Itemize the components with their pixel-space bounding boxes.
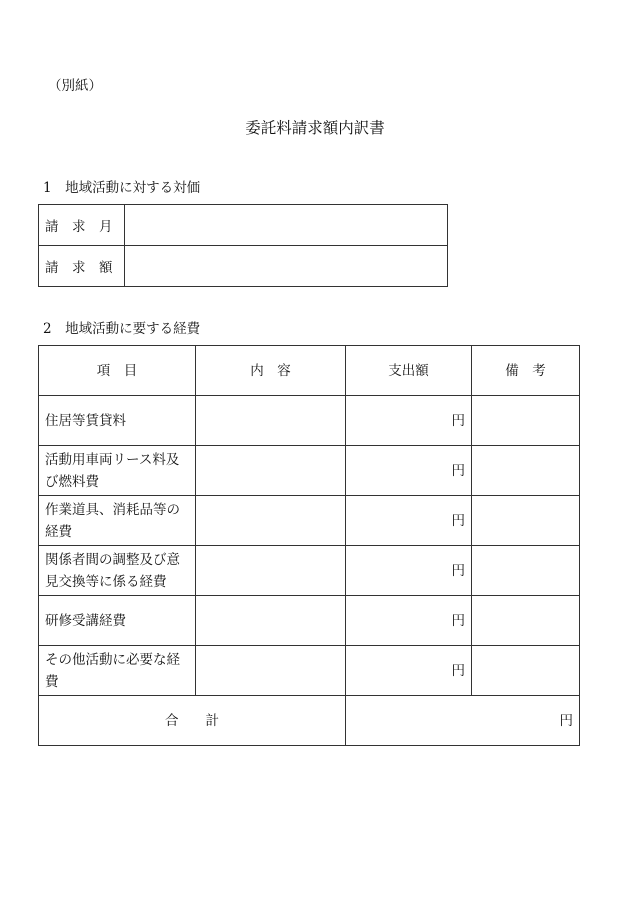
expense-amount-cell[interactable]: 円 xyxy=(346,646,472,696)
document-title: 委託料請求額内訳書 xyxy=(245,119,385,137)
expense-remarks-cell[interactable] xyxy=(472,496,580,546)
total-label: 合 計 xyxy=(39,696,346,746)
expense-amount-cell[interactable]: 円 xyxy=(346,446,472,496)
expense-content-cell[interactable] xyxy=(196,546,346,596)
expense-remarks-cell[interactable] xyxy=(472,646,580,696)
expense-amount-cell[interactable]: 円 xyxy=(346,546,472,596)
expense-item-label: 住居等賃貸料 xyxy=(39,396,196,446)
expense-remarks-cell[interactable] xyxy=(472,446,580,496)
expense-content-cell[interactable] xyxy=(196,496,346,546)
expense-amount-cell[interactable]: 円 xyxy=(346,496,472,546)
table-header-row xyxy=(39,346,580,396)
expense-remarks-cell[interactable] xyxy=(472,396,580,446)
table-row xyxy=(39,646,580,696)
section1-heading: 1 地域活動に対する対価 xyxy=(43,180,201,196)
section2-heading: 2 地域活動に要する経費 xyxy=(43,321,201,337)
expense-content-cell[interactable] xyxy=(196,646,346,696)
table-row xyxy=(39,246,448,287)
total-unit[interactable]: 円 xyxy=(346,696,580,746)
expense-remarks-cell[interactable] xyxy=(472,546,580,596)
expense-content-cell[interactable] xyxy=(196,396,346,446)
table-row xyxy=(39,546,580,596)
expense-item-label: 研修受講経費 xyxy=(39,596,196,646)
billing-amount-label: 請 求 額 xyxy=(39,246,125,287)
expense-item-label: その他活動に必要な経費 xyxy=(39,646,196,696)
header-remarks: 備 考 xyxy=(472,346,580,396)
header-content: 内 容 xyxy=(196,346,346,396)
expense-item-label: 関係者間の調整及び意見交換等に係る経費 xyxy=(39,546,196,596)
expense-amount-cell[interactable]: 円 xyxy=(346,396,472,446)
expense-content-cell[interactable] xyxy=(196,446,346,496)
header-item: 項 目 xyxy=(39,346,196,396)
attachment-label: （別紙） xyxy=(48,78,102,94)
expense-item-label: 作業道具、消耗品等の経費 xyxy=(39,496,196,546)
expense-item-label: 活動用車両リース料及び燃料費 xyxy=(39,446,196,496)
header-amount: 支出額 xyxy=(346,346,472,396)
expense-amount-cell[interactable]: 円 xyxy=(346,596,472,646)
billing-month-label: 請 求 月 xyxy=(39,205,125,246)
expense-remarks-cell[interactable] xyxy=(472,596,580,646)
total-row xyxy=(39,696,580,746)
billing-amount-value[interactable] xyxy=(125,246,448,287)
table-row xyxy=(39,205,448,246)
table-row xyxy=(39,446,580,496)
table-row xyxy=(39,596,580,646)
table-row xyxy=(39,496,580,546)
expense-table xyxy=(38,345,580,746)
fee-table xyxy=(38,204,448,287)
table-row xyxy=(39,396,580,446)
billing-month-value[interactable] xyxy=(125,205,448,246)
expense-content-cell[interactable] xyxy=(196,596,346,646)
